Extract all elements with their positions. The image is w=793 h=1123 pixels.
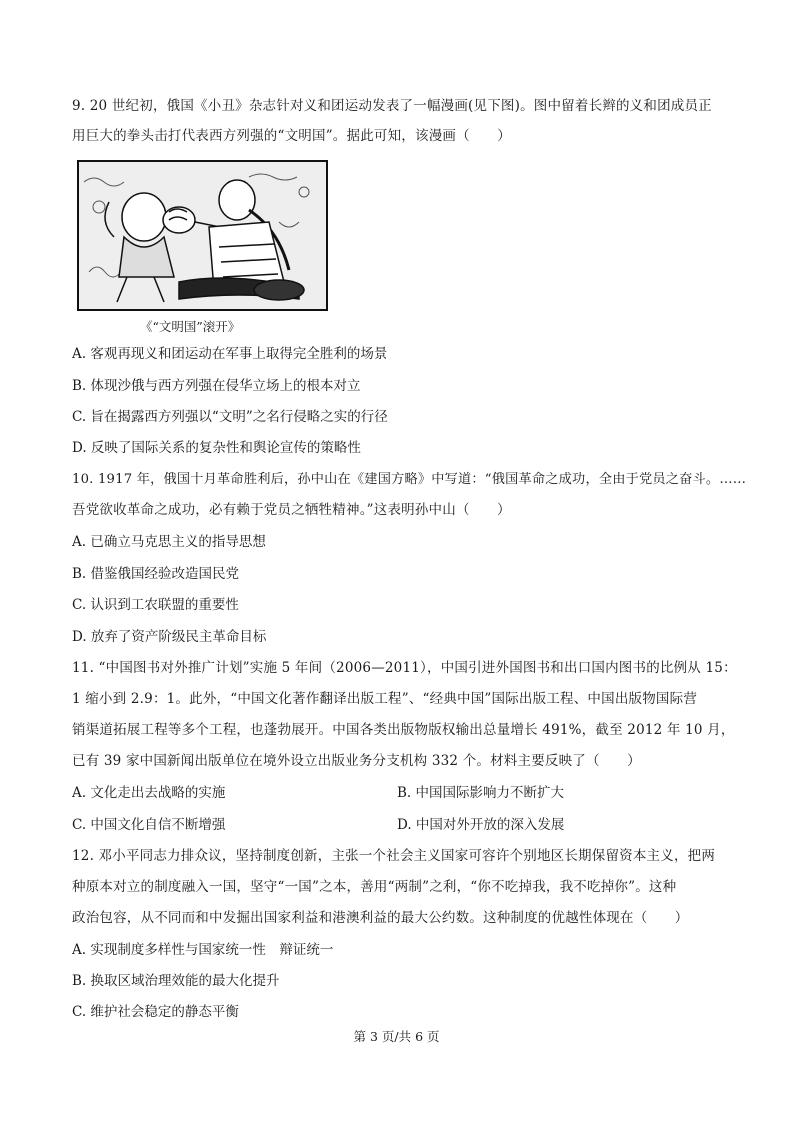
q11-stem-line-4: 已有 39 家中国新闻出版单位在境外设立出版业务分支机构 332 个。材料主要反映了（ ） [72,753,641,769]
q10-option-c[interactable]: C. 认识到工农联盟的重要性 [72,597,239,613]
q9-stem-line-1: 9. 20 世纪初，俄国《小丑》杂志针对义和团运动发表了一幅漫画(见下图)。图中留着长辫的义和团成员正 [72,98,712,114]
q10-option-a[interactable]: A. 已确立马克思主义的指导思想 [72,534,266,550]
q11-stem-line-1: 11. “中国图书对外推广计划”实施 5 年间（2006—2011），中国引进外国图书和出口国内图书的比例从 15： [72,660,737,676]
q11-option-a[interactable]: A. 文化走出去战略的实施 [72,785,226,801]
q9-option-b[interactable]: B. 体现沙俄与西方列强在侵华立场上的根本对立 [72,378,361,394]
q12-option-b[interactable]: B. 换取区域治理效能的最大化提升 [72,973,280,989]
cartoon-illustration [79,162,326,309]
q10-option-d[interactable]: D. 放弃了资产阶级民主革命目标 [72,629,267,645]
q10-stem-line-2: 吾党欲收革命之成功，必有赖于党员之牺牲精神。”这表明孙中山（ ） [72,502,511,518]
q11-option-d[interactable]: D. 中国对外开放的深入发展 [397,817,565,833]
q11-option-b[interactable]: B. 中国国际影响力不断扩大 [397,785,565,801]
q12-option-c[interactable]: C. 维护社会稳定的静态平衡 [72,1004,239,1020]
page-number-footer: 第 3 页/共 6 页 [353,1029,440,1044]
cartoon-caption: 《“文明国”滚开》 [140,319,241,334]
q9-option-a[interactable]: A. 客观再现义和团运动在军事上取得完全胜利的场景 [72,346,388,362]
q10-option-b[interactable]: B. 借鉴俄国经验改造国民党 [72,566,240,582]
q9-stem-line-2: 用巨大的拳头击打代表西方列强的“文明国”。据此可知，该漫画（ ） [72,128,511,144]
q9-option-c[interactable]: C. 旨在揭露西方列强以“文明”之名行侵略之实的行径 [72,409,388,425]
q11-stem-line-3: 销渠道拓展工程等多个工程，也蓬勃展开。中国各类出版物版权输出总量增长 491%，截至 2012 年 10 月， [72,722,735,738]
q9-option-d[interactable]: D. 反映了国际关系的复杂性和舆论宣传的策略性 [72,440,361,456]
q10-stem-line-1: 10. 1917 年，俄国十月革命胜利后，孙中山在《建国方略》中写道：“俄国革命之成功，全由于党员之奋斗。…… [72,472,747,487]
q12-stem-line-2: 种原本对立的制度融入一国，坚守“一国”之本，善用“两制”之利，“你不吃掉我，我不吃掉你”。这种 [72,879,677,895]
q12-stem-line-3: 政治包容，从不同而和中发掘出国家利益和港澳利益的最大公约数。这种制度的优越性体现在（ ） [72,910,689,926]
q11-option-c[interactable]: C. 中国文化自信不断增强 [72,817,226,833]
q12-stem-line-1: 12. 邓小平同志力排众议，坚持制度创新，主张一个社会主义国家可容许个别地区长期保留资本主义，把两 [72,848,716,864]
cartoon-figure [77,160,328,311]
q12-option-a[interactable]: A. 实现制度多样性与国家统一性 辩证统一 [72,942,334,958]
q11-stem-line-2: 1 缩小到 2.9：1。此外，“中国文化著作翻译出版工程”、“经典中国”国际出版工程、中国出版物国际营 [72,691,698,707]
